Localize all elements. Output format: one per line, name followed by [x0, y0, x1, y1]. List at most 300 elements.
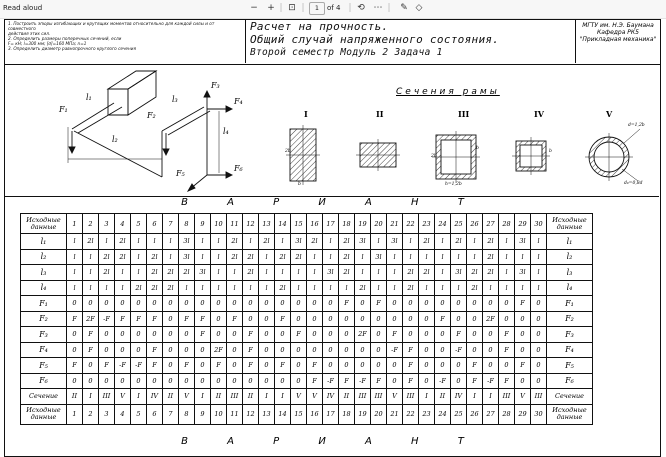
- variant-number: 20: [371, 214, 387, 234]
- table-cell: l: [403, 249, 419, 265]
- table-cell: l: [387, 280, 403, 296]
- table-cell: l: [531, 280, 547, 296]
- table-cell: 2l: [147, 249, 163, 265]
- table-cell: 0: [387, 296, 403, 312]
- table-cell: F: [403, 342, 419, 358]
- table-row: [21, 280, 593, 296]
- table-cell: 3l: [371, 249, 387, 265]
- variant-number: 2: [83, 214, 99, 234]
- toolbar-separator: |: [348, 3, 352, 13]
- table-cell: 2F: [355, 327, 371, 343]
- table-cell: 0: [451, 373, 467, 389]
- table-cell: 0: [435, 358, 451, 374]
- table-cell: 0: [307, 342, 323, 358]
- table-cell: 0: [323, 342, 339, 358]
- table-cell: 3l: [179, 249, 195, 265]
- variant-number: 5: [131, 214, 147, 234]
- section-dimension: b: [298, 182, 301, 187]
- table-cell: l: [531, 249, 547, 265]
- variant-number: 23: [419, 404, 435, 424]
- table-cell: 0: [355, 358, 371, 374]
- table-cell: IV: [323, 389, 339, 405]
- table-cell: F: [243, 327, 259, 343]
- variant-number: 19: [355, 404, 371, 424]
- table-cell: 0: [451, 311, 467, 327]
- org-block: [578, 22, 658, 43]
- table-row: [21, 342, 593, 358]
- table-cell: 0: [355, 296, 371, 312]
- variant-number: 15: [291, 404, 307, 424]
- force-label: F₃: [211, 81, 220, 90]
- table-cell: l: [355, 265, 371, 281]
- section-dimension: h=1,2b: [445, 182, 462, 187]
- table-cell: III: [227, 389, 243, 405]
- toolbar-separator: |: [279, 3, 283, 13]
- variant-number: 22: [403, 404, 419, 424]
- table-cell: 0: [131, 373, 147, 389]
- table-cell: 0: [323, 311, 339, 327]
- row-label-left: F₁: [21, 296, 67, 312]
- rotate-icon[interactable]: ⟲: [357, 3, 365, 13]
- table-cell: 0: [115, 373, 131, 389]
- table-row: [21, 327, 593, 343]
- footer-label-right: Исходные данные: [547, 404, 593, 424]
- toolbar-separator: |: [387, 3, 391, 13]
- variant-number: 8: [179, 404, 195, 424]
- fit-page-icon[interactable]: ⊡: [288, 3, 296, 13]
- table-cell: F: [147, 311, 163, 327]
- row-label-right: l₄: [547, 280, 593, 296]
- table-cell: l: [259, 280, 275, 296]
- table-cell: 0: [339, 311, 355, 327]
- table-cell: V: [387, 389, 403, 405]
- table-cell: 2l: [83, 234, 99, 250]
- table-cell: 2F: [211, 342, 227, 358]
- table-cell: 0: [243, 311, 259, 327]
- table-cell: 2l: [99, 249, 115, 265]
- table-cell: III: [99, 389, 115, 405]
- table-cell: 2l: [131, 280, 147, 296]
- variant-number: 10: [211, 404, 227, 424]
- table-cell: 0: [179, 327, 195, 343]
- table-cell: 0: [451, 296, 467, 312]
- table-row: [21, 249, 593, 265]
- table-cell: 0: [531, 327, 547, 343]
- table-cell: F: [275, 358, 291, 374]
- variant-number: 25: [451, 214, 467, 234]
- table-cell: I: [419, 389, 435, 405]
- row-label-right: F₂: [547, 311, 593, 327]
- variant-number: 1: [67, 404, 83, 424]
- section-dimension: d₀=0,8d: [624, 181, 643, 186]
- length-label: l₁: [86, 93, 92, 102]
- table-cell: F: [403, 358, 419, 374]
- table-cell: 0: [499, 296, 515, 312]
- table-cell: l: [435, 280, 451, 296]
- row-label-right: Сечение: [547, 389, 593, 405]
- table-cell: -F: [115, 358, 131, 374]
- table-cell: F: [499, 342, 515, 358]
- table-cell: F: [67, 358, 83, 374]
- row-label-left: F₃: [21, 327, 67, 343]
- table-cell: 0: [339, 327, 355, 343]
- table-cell: 0: [227, 327, 243, 343]
- table-cell: 0: [195, 342, 211, 358]
- table-cell: l: [163, 249, 179, 265]
- table-cell: l: [499, 280, 515, 296]
- table-cell: I: [483, 389, 499, 405]
- table-cell: -F: [387, 342, 403, 358]
- row-label-left: F₄: [21, 342, 67, 358]
- zoom-in-button[interactable]: +: [267, 3, 275, 13]
- table-cell: F: [227, 311, 243, 327]
- table-cell: 0: [259, 342, 275, 358]
- table-row: [21, 311, 593, 327]
- table-cell: 3l: [323, 265, 339, 281]
- table-cell: F: [67, 311, 83, 327]
- variant-number: 19: [355, 214, 371, 234]
- table-cell: l: [419, 280, 435, 296]
- table-cell: I: [83, 389, 99, 405]
- table-cell: 0: [403, 296, 419, 312]
- table-cell: 0: [435, 327, 451, 343]
- table-cell: F: [115, 311, 131, 327]
- table-cell: F: [99, 358, 115, 374]
- variant-number: 25: [451, 404, 467, 424]
- variant-number: 8: [179, 214, 195, 234]
- length-label: l₄: [223, 127, 229, 136]
- table-cell: l: [163, 234, 179, 250]
- force-label: F₄: [234, 97, 243, 106]
- variant-number: 4: [115, 404, 131, 424]
- table-cell: 0: [467, 327, 483, 343]
- table-cell: 0: [467, 342, 483, 358]
- variant-number: 24: [435, 214, 451, 234]
- row-label-right: F₄: [547, 342, 593, 358]
- table-cell: F: [275, 311, 291, 327]
- table-cell: 0: [211, 296, 227, 312]
- table-cell: 0: [211, 373, 227, 389]
- table-cell: F: [403, 373, 419, 389]
- table-cell: 0: [387, 358, 403, 374]
- table-cell: 0: [67, 327, 83, 343]
- row-label-right: l₃: [547, 265, 593, 281]
- table-cell: l: [227, 265, 243, 281]
- table-cell: l: [211, 249, 227, 265]
- table-cell: l: [179, 280, 195, 296]
- table-cell: l: [291, 265, 307, 281]
- table-row: [21, 265, 593, 281]
- table-cell: l: [83, 280, 99, 296]
- table-cell: 0: [499, 358, 515, 374]
- section-dimension: 2b: [285, 149, 291, 154]
- table-cell: -F: [99, 311, 115, 327]
- variant-number: 18: [339, 214, 355, 234]
- table-cell: 0: [451, 358, 467, 374]
- page-number-input[interactable]: 1: [309, 2, 325, 15]
- table-cell: 2l: [483, 234, 499, 250]
- table-cell: l: [147, 234, 163, 250]
- table-cell: I: [275, 389, 291, 405]
- table-cell: 0: [259, 358, 275, 374]
- table-cell: V: [115, 389, 131, 405]
- table-cell: 0: [227, 358, 243, 374]
- table-cell: F: [499, 327, 515, 343]
- table-cell: 0: [195, 373, 211, 389]
- org-line: МГТУ им. Н.Э. Баумана: [582, 22, 654, 29]
- variant-number: 21: [387, 214, 403, 234]
- table-cell: -F: [355, 373, 371, 389]
- table-cell: 0: [275, 373, 291, 389]
- table-cell: l: [371, 234, 387, 250]
- table-cell: 2l: [339, 249, 355, 265]
- table-cell: F: [499, 373, 515, 389]
- force-label: F₁: [59, 105, 68, 114]
- table-cell: 2l: [483, 249, 499, 265]
- table-cell: F: [339, 296, 355, 312]
- frame-diagram: [44, 67, 274, 197]
- table-cell: -F: [483, 373, 499, 389]
- table-cell: III: [371, 389, 387, 405]
- task-note: действия этих сил.: [8, 31, 51, 36]
- table-cell: 0: [339, 342, 355, 358]
- row-label-left: l₄: [21, 280, 67, 296]
- table-cell: F: [147, 342, 163, 358]
- variant-number: 7: [163, 404, 179, 424]
- table-cell: F: [147, 358, 163, 374]
- variant-number: 17: [323, 404, 339, 424]
- table-cell: 0: [83, 296, 99, 312]
- variant-number: 14: [275, 404, 291, 424]
- table-cell: I: [259, 389, 275, 405]
- table-cell: 3l: [515, 234, 531, 250]
- table-cell: l: [371, 265, 387, 281]
- section-label: IV: [534, 109, 544, 119]
- table-cell: l: [195, 280, 211, 296]
- table-cell: II: [339, 389, 355, 405]
- table-cell: l: [243, 280, 259, 296]
- table-cell: F: [307, 358, 323, 374]
- table-cell: 0: [275, 342, 291, 358]
- table-cell: 0: [371, 311, 387, 327]
- variant-number: 6: [147, 404, 163, 424]
- table-cell: 0: [467, 311, 483, 327]
- section-dimension: b: [476, 146, 479, 151]
- table-cell: l: [499, 265, 515, 281]
- table-cell: l: [67, 249, 83, 265]
- table-cell: 0: [115, 342, 131, 358]
- table-cell: l: [355, 249, 371, 265]
- table-cell: 0: [163, 311, 179, 327]
- table-cell: 0: [115, 296, 131, 312]
- table-cell: 0: [323, 358, 339, 374]
- table-cell: 0: [179, 296, 195, 312]
- table-cell: 0: [163, 373, 179, 389]
- table-cell: l: [307, 249, 323, 265]
- variant-number: 29: [515, 404, 531, 424]
- read-aloud-button[interactable]: Read aloud: [3, 4, 43, 12]
- table-cell: II: [243, 389, 259, 405]
- variant-number: 3: [99, 214, 115, 234]
- table-cell: l: [259, 265, 275, 281]
- table-cell: 0: [307, 311, 323, 327]
- table-cell: 3l: [355, 234, 371, 250]
- table-cell: 0: [195, 296, 211, 312]
- table-cell: 0: [147, 373, 163, 389]
- table-cell: F: [467, 358, 483, 374]
- table-cell: IV: [451, 389, 467, 405]
- table-cell: II: [163, 389, 179, 405]
- table-cell: 0: [515, 342, 531, 358]
- table-cell: l: [227, 280, 243, 296]
- table-cell: l: [403, 234, 419, 250]
- table-cell: l: [115, 280, 131, 296]
- table-cell: 0: [67, 296, 83, 312]
- force-label: F₂: [147, 111, 156, 120]
- task-note: F= кН; l=300 мм; [σ]=160 МПа; n=1: [8, 41, 87, 46]
- more-options-icon[interactable]: ⋯: [373, 3, 383, 13]
- table-cell: 0: [435, 342, 451, 358]
- page-total-label: of 4: [327, 4, 341, 12]
- variant-number: 29: [515, 214, 531, 234]
- table-cell: F: [371, 373, 387, 389]
- table-cell: 2l: [99, 265, 115, 281]
- table-cell: 0: [307, 327, 323, 343]
- table-cell: 0: [275, 327, 291, 343]
- table-cell: 0: [515, 373, 531, 389]
- table-cell: l: [387, 265, 403, 281]
- table-cell: F: [83, 342, 99, 358]
- table-cell: 0: [195, 358, 211, 374]
- table-cell: 2l: [419, 265, 435, 281]
- variant-number: 28: [499, 214, 515, 234]
- table-cell: 0: [211, 327, 227, 343]
- table-cell: 0: [483, 358, 499, 374]
- variant-number: 22: [403, 214, 419, 234]
- header-label-right: Исходные данные: [547, 214, 593, 234]
- row-label-left: Сечение: [21, 389, 67, 405]
- row-label-left: F₂: [21, 311, 67, 327]
- table-cell: F: [339, 373, 355, 389]
- table-cell: l: [499, 234, 515, 250]
- variant-number: 2: [83, 404, 99, 424]
- table-cell: IV: [147, 389, 163, 405]
- table-cell: 2l: [259, 234, 275, 250]
- table-cell: l: [195, 249, 211, 265]
- table-cell: 0: [531, 311, 547, 327]
- table-cell: 2l: [275, 249, 291, 265]
- table-cell: 0: [387, 373, 403, 389]
- table-row: [21, 296, 593, 312]
- table-cell: 0: [531, 342, 547, 358]
- table-cell: II: [435, 389, 451, 405]
- table-cell: l: [275, 265, 291, 281]
- table-cell: F: [451, 327, 467, 343]
- table-cell: F: [291, 327, 307, 343]
- section-label: III: [458, 109, 470, 119]
- table-cell: F: [387, 327, 403, 343]
- table-cell: II: [67, 389, 83, 405]
- table-cell: 0: [227, 296, 243, 312]
- table-cell: l: [339, 280, 355, 296]
- table-cell: 0: [163, 296, 179, 312]
- table-cell: l: [83, 249, 99, 265]
- org-line: Кафедра РК5: [597, 29, 639, 36]
- table-cell: 0: [483, 296, 499, 312]
- table-cell: 0: [147, 327, 163, 343]
- section-dimension: b: [549, 149, 552, 154]
- table-cell: 0: [515, 327, 531, 343]
- erase-icon[interactable]: ◇: [415, 3, 423, 13]
- table-cell: 0: [179, 373, 195, 389]
- table-cell: l: [387, 249, 403, 265]
- table-cell: 2l: [179, 265, 195, 281]
- table-cell: l: [131, 249, 147, 265]
- table-cell: l: [451, 249, 467, 265]
- variant-number: 1: [67, 214, 83, 234]
- table-cell: l: [451, 280, 467, 296]
- table-cell: 3l: [451, 265, 467, 281]
- force-label: F₆: [234, 164, 243, 173]
- variant-number: 4: [115, 214, 131, 234]
- table-cell: F: [195, 311, 211, 327]
- table-cell: 0: [99, 327, 115, 343]
- table-cell: 0: [163, 327, 179, 343]
- table-cell: 0: [259, 327, 275, 343]
- zoom-out-button[interactable]: −: [250, 3, 258, 13]
- variant-number: 7: [163, 214, 179, 234]
- table-cell: l: [531, 265, 547, 281]
- table-cell: F: [83, 327, 99, 343]
- table-cell: II: [211, 389, 227, 405]
- section-drawings: [284, 119, 644, 199]
- table-cell: -F: [451, 342, 467, 358]
- variant-number: 14: [275, 214, 291, 234]
- table-cell: 0: [403, 311, 419, 327]
- org-line: "Прикладная механика": [579, 36, 657, 43]
- variant-title-bottom: В А Р И А Н Т: [181, 436, 482, 447]
- table-cell: l: [467, 234, 483, 250]
- table-cell: I: [195, 389, 211, 405]
- table-cell: 0: [291, 311, 307, 327]
- table-cell: 2l: [227, 249, 243, 265]
- table-cell: 2l: [339, 234, 355, 250]
- table-cell: 2l: [115, 234, 131, 250]
- variant-number: 30: [531, 404, 547, 424]
- table-cell: 0: [323, 327, 339, 343]
- table-cell: 2l: [419, 234, 435, 250]
- table-cell: 0: [243, 373, 259, 389]
- header-label-left: Исходные данные: [21, 214, 67, 234]
- section-dimension: 2b: [431, 154, 437, 159]
- table-cell: 0: [355, 311, 371, 327]
- row-label-right: l₁: [547, 234, 593, 250]
- row-label-left: l₂: [21, 249, 67, 265]
- table-cell: 2l: [275, 280, 291, 296]
- table-cell: 0: [483, 342, 499, 358]
- table-cell: F: [243, 358, 259, 374]
- table-row: [21, 358, 593, 374]
- table-cell: 0: [291, 373, 307, 389]
- table-cell: l: [323, 234, 339, 250]
- table-cell: 0: [307, 296, 323, 312]
- table-cell: 0: [419, 311, 435, 327]
- table-cell: 0: [83, 373, 99, 389]
- table-cell: 0: [131, 296, 147, 312]
- table-cell: 0: [339, 358, 355, 374]
- draw-icon[interactable]: ✎: [400, 3, 408, 13]
- document-page: [4, 19, 663, 457]
